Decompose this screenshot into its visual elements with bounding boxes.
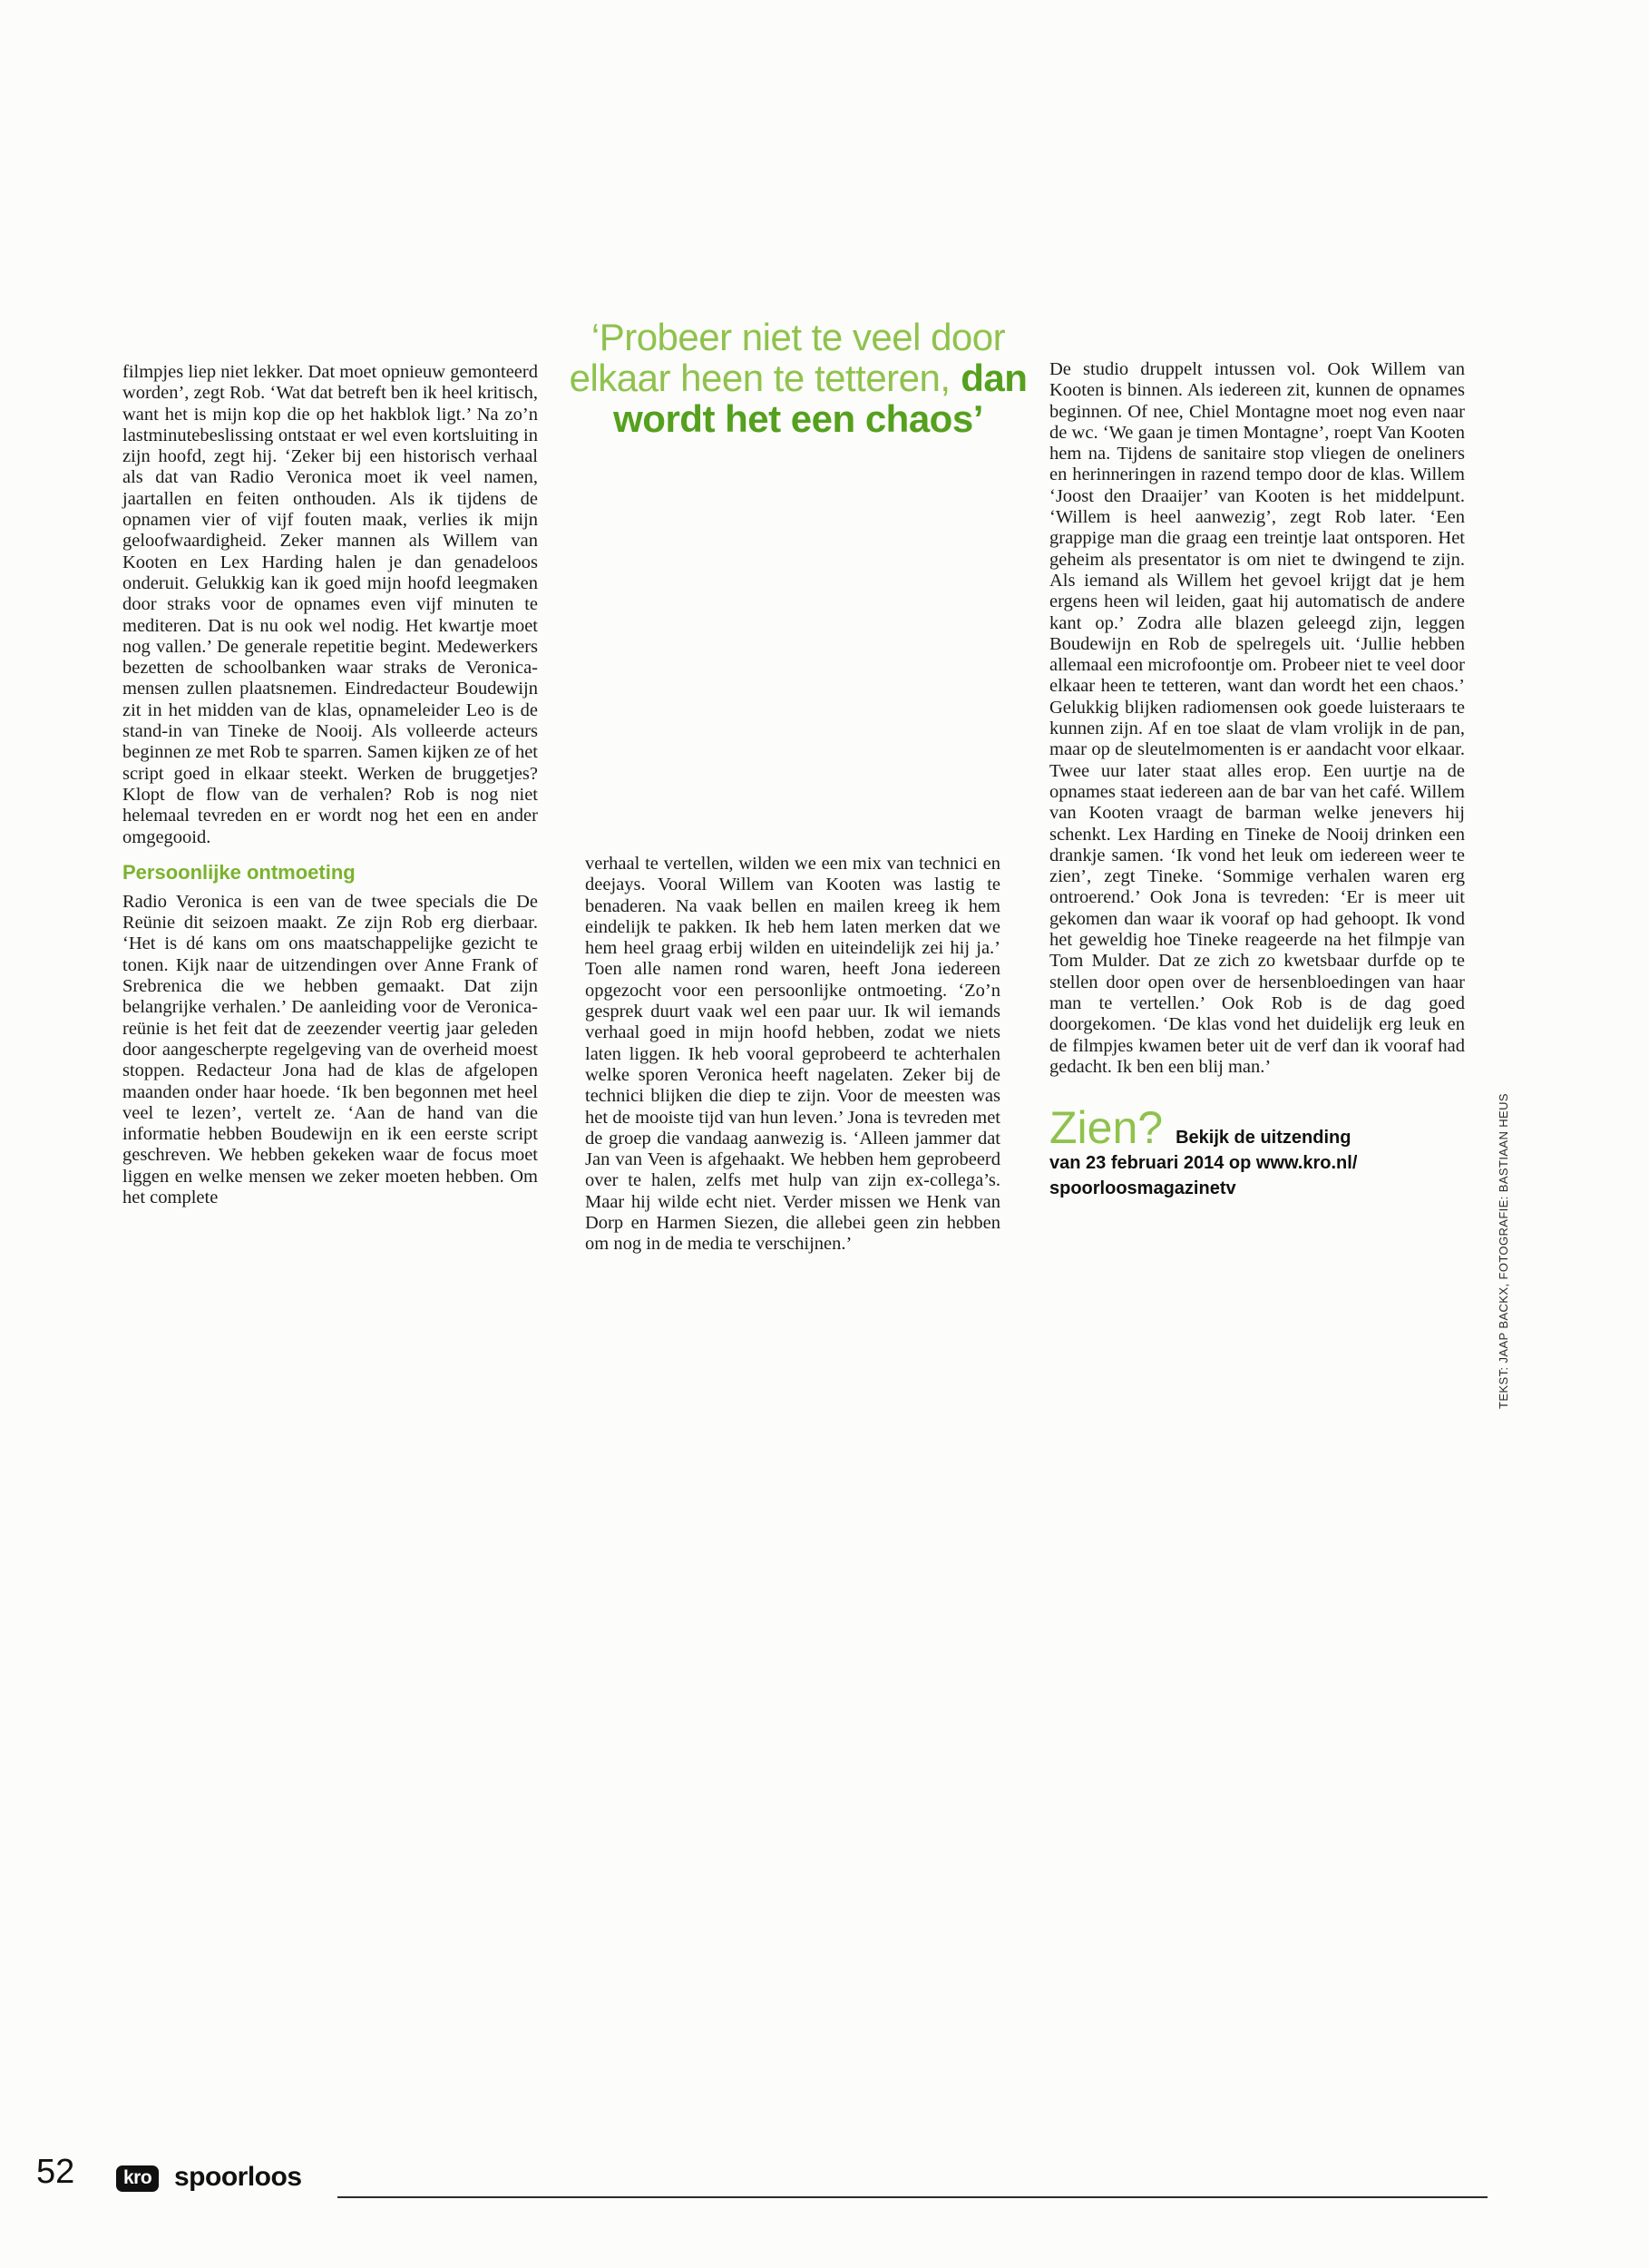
zien-line-3: spoorloosmagazinetv: [1049, 1178, 1236, 1199]
left-paragraph-1: filmpjes liep niet lekker. Dat moet opnieuw gemonteerd worden’, zegt Rob. ‘Wat dat betreft ben ik heel kritisch, want het is mijn kop die op het hakblok ligt.’ Na zo’n lastminutebeslissing ontstaat er wel even kortsluiting in zijn hoofd, zegt hij. ‘Zeker bij een historisch verhaal als dat van Radio Veronica moet ik veel namen, jaartallen en feiten onthouden. Als ik tijdens de opnamen vier of vijf fouten maak, verlies ik mijn geloofwaardigheid. Zeker mannen als Willem van Kooten en Lex Harding halen je dan genadeloos onderuit. Gelukkig kan ik goed mijn hoofd leegmaken door straks voor de opnames even vijf minuten te mediteren. Dat is nu ook wel nodig. Het kwartje moet nog vallen.’ De generale repetitie begint. Medewerkers bezetten de schoolbanken waar straks de Veronica-mensen zullen plaatsnemen. Eindredacteur Boudewijn zit in het midden van de klas, opnameleider Leo is de stand-in van Tineke de Nooij. Als volleerde acteurs beginnen ze met Rob te sparren. Samen kijken ze of het script goed in elkaar steekt. Werken de bruggetjes? Klopt de flow van de verhalen? Rob is nog niet helemaal tevreden en er wordt nog het een en ander omgegooid.: [122, 362, 538, 847]
pull-quote-light-part: ‘Probeer niet te veel door elkaar heen te tetteren,: [569, 316, 1006, 399]
left-paragraph-2: Radio Veronica is een van de twee specials die De Reünie dit seizoen maakt. Ze zijn Rob erg dierbaar. ‘Het is dé kans om ons maatschappelijke gezicht te tonen. Kijk naar de uitzendingen over Anne Frank of Srebrenica die we hebben gemaakt. Dat zijn belangrijke verhalen.’ De aanleiding voor de Veronica-reünie is het feit dat de zeezender veertig jaar geleden door aangescherpte regelgeving van de overheid moest stoppen. Redacteur Jona had de klas de afgelopen maanden onder haar hoede. ‘Ik ben begonnen met heel veel te lezen’, vertelt ze. ‘Aan de hand van die informatie hebben Boudewijn en ik een eerste script geschreven. We hebben gekeken waar de focus moet liggen en welke mensen we zeker moeten hebben. Om het complete: [122, 891, 538, 1207]
page-number: 52: [36, 2153, 75, 2191]
column-middle: [585, 854, 1000, 1256]
photo-text-credit: TEKST: JAAP BACKX, FOTOGRAFIE: BASTIAAN HEUS: [1497, 1093, 1510, 1409]
zien-row: [1049, 1102, 1465, 1154]
zien-title: Zien?: [1049, 1102, 1164, 1154]
pull-quote: [561, 317, 1036, 439]
magazine-brand: spoorloos: [174, 2162, 302, 2192]
section-heading-persoonlijke-ontmoeting: Persoonlijke ontmoeting: [122, 860, 356, 884]
kro-logo: kro: [116, 2165, 159, 2192]
right-paragraph: De studio druppelt intussen vol. Ook Willem van Kooten is binnen. Als iedereen zit, kunnen de opnames beginnen. Of nee, Chiel Montagne moet nog even naar de wc. ‘We gaan je timen Montagne’, roept Van Kooten hem na. Tijdens de sanitaire stop vliegen de oneliners en herinneringen in razend tempo door de klas. Willem ‘Joost den Draaijer’ van Kooten is het middelpunt. ‘Willem is heel aanwezig’, zegt Rob later. ‘Een grappige man die graag een treintje laat ontsporen. Het geheim als presentator is om niet te dwingend te zijn. Als iemand als Willem het gevoel krijgt dat je hem ergens heen wil leiden, gaat hij automatisch de andere kant op.’ Zodra alle blazen geleegd zijn, leggen Boudewijn en Rob de spelregels uit. ‘Jullie hebben allemaal een microfoontje om. Probeer niet te veel door elkaar heen te tetteren, want dan wordt het een chaos.’ Gelukkig blijken radiomensen ook goede luisteraars te kunnen zijn. Af en toe slaat de vlam vrolijk in de pan, maar op de sleutelmomenten is er aandacht voor elkaar. Twee uur later staat alles erop. Een uurtje na de opnames staat iedereen aan de bar van het café. Willem van Kooten vraagt de barman welke jenevers hij schenkt. Lex Harding en Tineke de Nooij drinken een drankje samen. ‘Ik vond het leuk om iedereen weer te zien’, zegt Tineke. ‘Sommige verhalen waren erg ontroerend.’ Ook Jona is tevreden: ‘Er is meer uit gekomen dan waar ik vooraf op had gehoopt. Ik vond het geweldig hoe Tineke reageerde na het filmpje van Tom Mulder. Dat ze zich zo kwetsbaar durfde op te stellen door open over de hersenbloedingen van haar man te vertellen.’ Ook Rob is de dag goed doorgekomen. ‘De klas vond het duidelijk erg leuk en de filmpjes kwamen beter uit de verf dan ik vooraf had gedacht. Ik ben een blij man.’: [1049, 359, 1465, 1077]
pull-quote-bold-part: dan wordt het een chaos’: [613, 357, 1028, 440]
zien-line-2: van 23 februari 2014 op www.kro.nl/: [1049, 1153, 1358, 1174]
middle-paragraph: verhaal te vertellen, wilden we een mix van technici en deejays. Vooral Willem van Kooten was lastig te benaderen. Na vaak bellen en mailen kreeg ik hem eindelijk te pakken. Ik heb hem laten merken dat we hem heel graag erbij wilden en uiteindelijk zei hij ja.’ Toen alle namen rond waren, heeft Jona iedereen opgezocht voor een persoonlijke ontmoeting. ‘Zo’n gesprek duurt vaak wel een paar uur. Ik wil iemands verhaal goed in mijn hoofd hebben, zodat we niets laten liggen. Ik heb vooral geprobeerd te achterhalen welke sporen Veronica heeft nagelaten. Zeker bij de technici blijken die diep te zijn. Voor de meesten was het de mooiste tijd van hun leven.’ Jona is tevreden met de groep die vandaag aanwezig is. ‘Alleen jammer dat Jan van Veen is afgehaakt. We hebben hem geprobeerd over te halen, zelfs met hulp van zijn ex-collega’s. Maar hij wilde echt niet. Verder missen we Henk van Dorp en Harmen Siezen, die allebei geen zin hebben om nog in de media te verschijnen.’: [585, 854, 1000, 1255]
column-left: [122, 362, 538, 1208]
column-right: [1049, 359, 1465, 1201]
zien-callout: [1049, 1102, 1465, 1201]
footer-divider-line: [337, 2196, 1488, 2198]
zien-line-1: Bekijk de uitzending: [1176, 1128, 1351, 1149]
